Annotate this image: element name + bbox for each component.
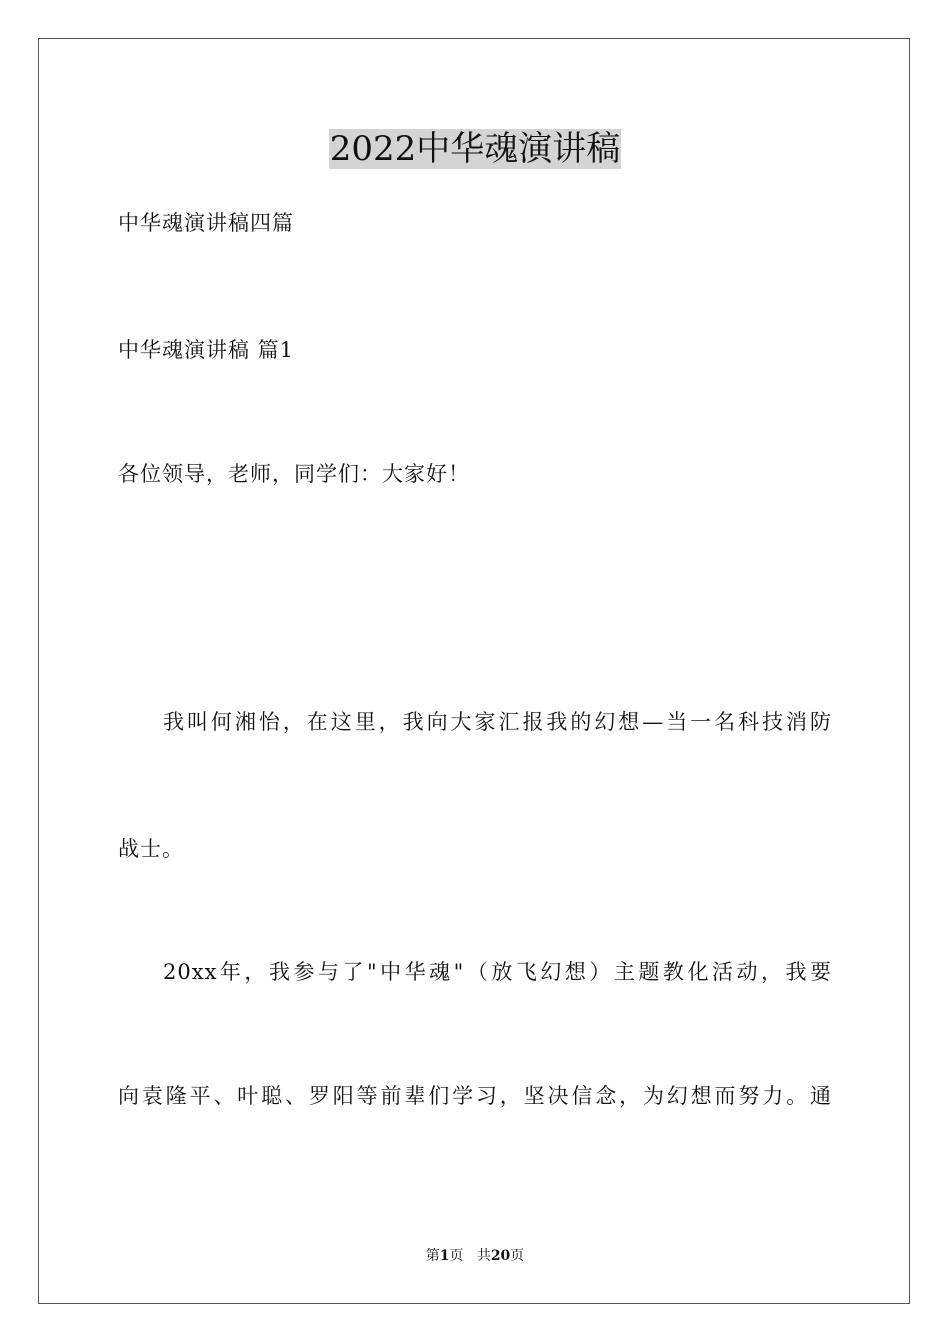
footer-total-pages: 20 [490, 1248, 511, 1264]
paragraph-line: 战士。 [118, 837, 184, 861]
greeting-line: 各位领导，老师，同学们：大家好！ [118, 462, 470, 486]
page-footer [0, 1246, 950, 1266]
paragraph-line: 20xx年，我参与了"中华魂"（放飞幻想）主题教化活动，我要 [163, 960, 832, 984]
paragraph-line: 向袁隆平、叶聪、罗阳等前辈们学习，坚决信念，为幻想而努力。通 [118, 1084, 832, 1108]
footer-total-suffix: 页 [510, 1248, 525, 1264]
footer-page-number: 1 [439, 1248, 450, 1264]
footer-total-prefix: 共 [476, 1248, 491, 1264]
footer-page-prefix: 第 [425, 1248, 440, 1264]
document-title [0, 126, 950, 172]
document-title-text: 2022中华魂演讲稿 [329, 129, 621, 169]
document-subtitle: 中华魂演讲稿四篇 [118, 211, 294, 235]
section-heading: 中华魂演讲稿 篇1 [118, 338, 295, 362]
paragraph-line: 我叫何湘怡，在这里，我向大家汇报我的幻想—当一名科技消防 [163, 710, 832, 734]
footer-page-suffix: 页 [449, 1248, 464, 1264]
